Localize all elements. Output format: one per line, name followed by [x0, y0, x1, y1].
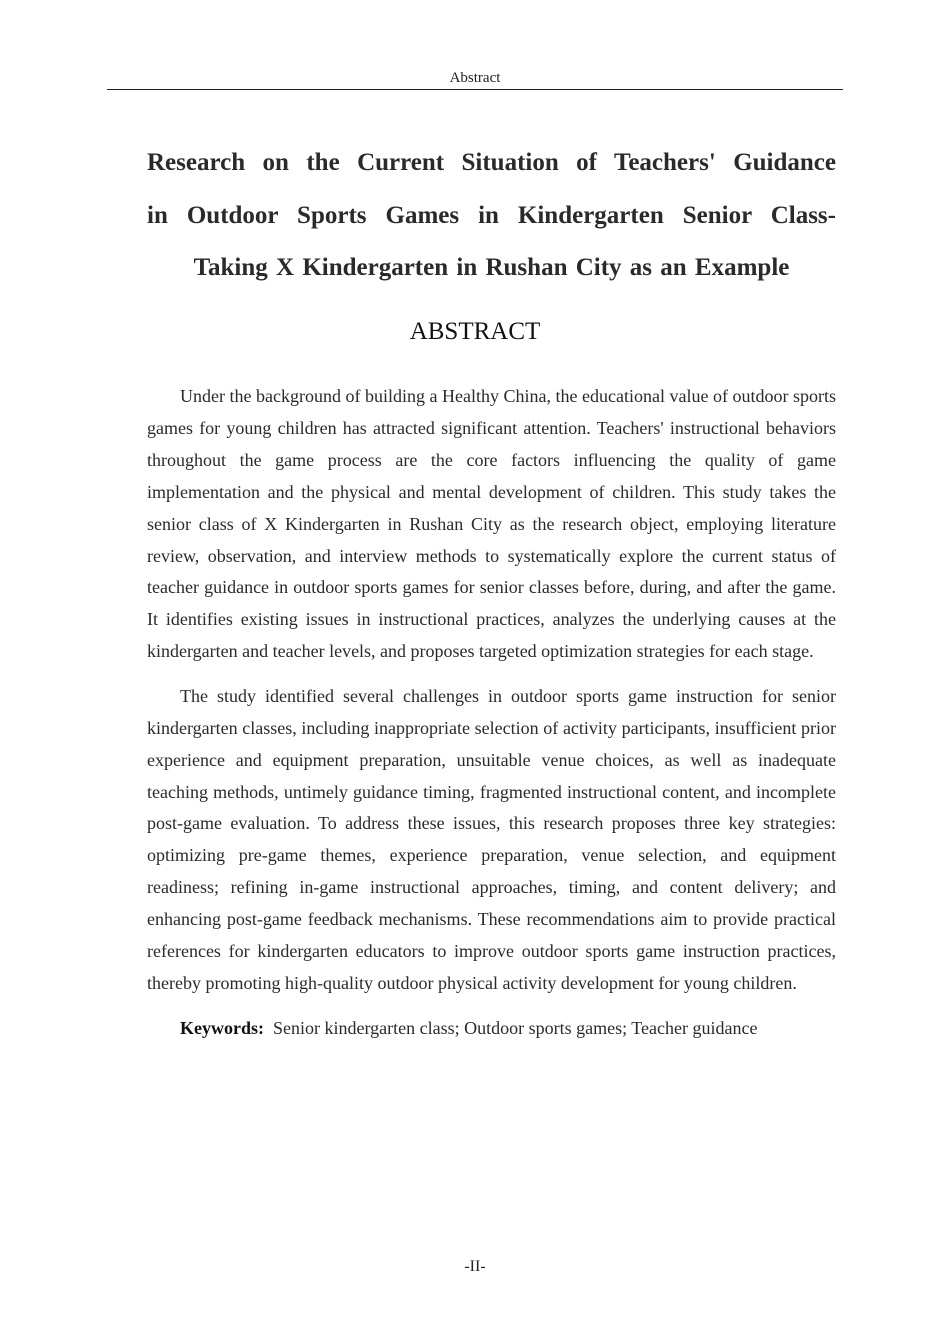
abstract-body — [147, 381, 836, 1045]
page-number: -II- — [464, 1258, 486, 1275]
keywords-label: Keywords: — [180, 1017, 264, 1038]
thesis-title — [147, 137, 836, 295]
keywords-line — [147, 1013, 836, 1045]
thesis-title-line-1: Research on the Current Situation of Teachers' Guidance — [147, 149, 836, 176]
running-header: Abstract — [449, 70, 501, 86]
abstract-paragraph-2: The study identified several challenges in outdoor sports game instruction for senior kindergarten classes, including inappropriate selection of activity participants, insufficient prior experience and equipment preparation, unsuitable venue choices, as well as inadequate teaching methods, untimely guidance timing, fragmented instructional content, and incomplete post-game evaluation. To address these issues, this research proposes three key strategies: optimizing pre-game themes, experience preparation, venue selection, and equipment readiness; refining in-game instructional approaches, timing, and content delivery; and enhancing post-game feedback mechanisms. These recommendations aim to provide practical references for kindergarten educators to improve outdoor sports game instruction practices, thereby promoting high-quality outdoor physical activity development for young children. — [147, 685, 836, 993]
abstract-heading: ABSTRACT — [409, 318, 541, 345]
thesis-title-line-2: in Outdoor Sports Games in Kindergarten Senior Class- — [147, 201, 836, 229]
header-rule — [107, 89, 843, 90]
keywords-value: Senior kindergarten class; Outdoor sports games; Teacher guidance — [273, 1017, 758, 1038]
abstract-paragraph-1: Under the background of building a Healthy China, the educational value of outdoor sports games for young children has attracted significant attention. Teachers' instructional behaviors throughout the game process are the core factors influencing the quality of game implementation and the physical and mental development of children. This study takes the senior class of X Kindergarten in Rushan City as the research object, employing literature review, observation, and interview methods to systematically explore the current status of teacher guidance in outdoor sports games for senior classes before, during, and after the game. It identifies existing issues in instructional practices, analyzes the underlying causes at the kindergarten and teacher levels, and proposes targeted optimization strategies for each stage. — [147, 386, 836, 662]
thesis-title-line-3: Taking X Kindergarten in Rushan City as an Example — [193, 254, 790, 281]
